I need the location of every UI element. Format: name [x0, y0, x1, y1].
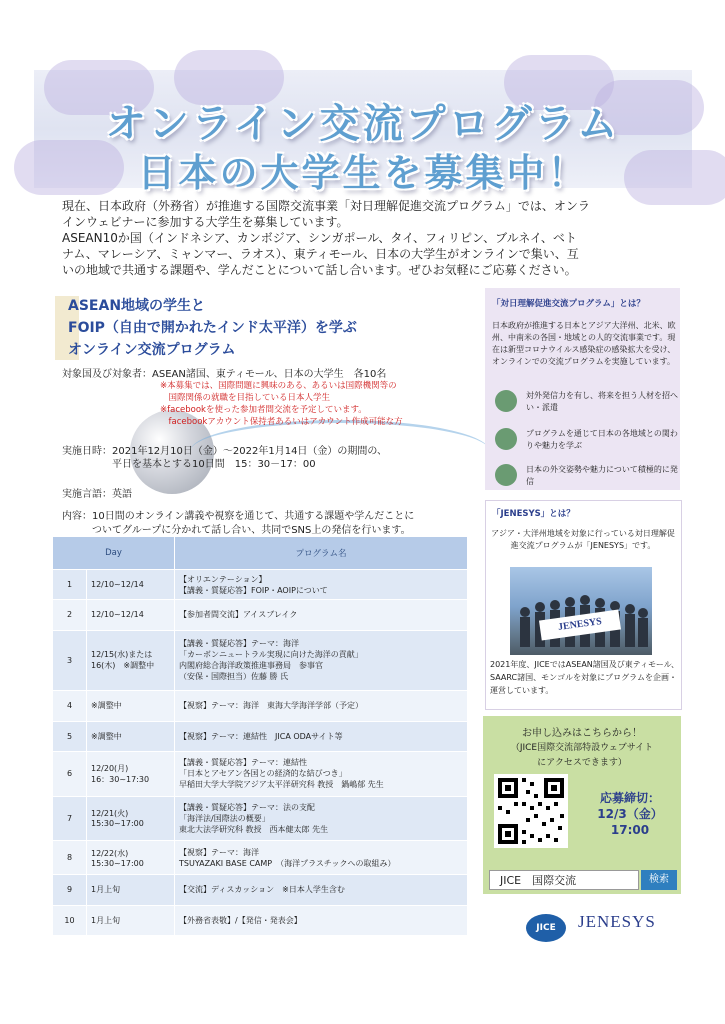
table-row: [53, 721, 468, 751]
schedule-line: 平日を基本とする10日間 15：30－17：00: [62, 459, 316, 470]
jenesys-logo: JENESYS: [578, 912, 656, 931]
table-cell-content: 【交流】ディスカッション ※日本人学生含む: [175, 875, 468, 905]
about-panel: [485, 288, 680, 490]
table-cell-number: 8: [53, 840, 87, 875]
qr-code[interactable]: [494, 774, 568, 848]
table-cell-date: 12/22(水) 15:30~17:00: [87, 840, 175, 875]
program-language: 実施言語：英語: [62, 489, 132, 500]
program-table: [52, 536, 468, 936]
program-title-line: オンライン交流プログラム: [68, 342, 236, 358]
search-input[interactable]: JICE 国際交流: [489, 870, 639, 890]
group-photo-people: [510, 567, 652, 655]
photo-banner: JENESYS: [539, 610, 621, 641]
intro-text: [62, 198, 662, 278]
table-header-row: [53, 537, 468, 570]
program-content: [62, 510, 414, 538]
apply-line: にアクセスできます）: [537, 758, 627, 768]
table-cell-content: 【講義・質疑応答】テーマ：連結性 「日本とアセアン各国との経済的な結びつき」 早稲田大学大学院アジア太平洋研究科 教授 鍋嶋郁 先生: [175, 751, 468, 796]
program-title-line: ASEAN地域の学生と: [68, 298, 206, 314]
jice-logo: JICE: [526, 914, 566, 942]
content-line: ついてグループに分かれて話し合い、共同でSNS上の発信を行います。: [62, 525, 411, 536]
table-cell-date: 12/10~12/14: [87, 570, 175, 600]
table-cell-date: ※調整中: [87, 721, 175, 751]
group-photo: [510, 567, 652, 655]
program-title: [68, 295, 357, 361]
jenesys-footnote: 2021年度、JICEではASEAN諸国及び東ティモール、SAARC諸国、モンゴルを対象にプログラムを企画・運営しています。: [490, 660, 680, 695]
megaphone-icon: [495, 464, 517, 486]
person-icon: [495, 390, 517, 412]
table-cell-content: 【視察】テーマ：連結性 JICA ODAサイト等: [175, 721, 468, 751]
table-cell-number: 3: [53, 630, 87, 691]
jenesys-title: 「JENESYS」とは？: [492, 509, 575, 519]
title-line-1: オンライン交流プログラム: [105, 101, 621, 147]
table-row: [53, 570, 468, 600]
table-header-program: プログラム名: [175, 537, 468, 570]
table-cell-date: 12/20(月) 16：30~17:30: [87, 751, 175, 796]
table-cell-content: 【視察】テーマ：海洋 TSUYAZAKI BASE CAMP （海洋プラスチックへの取組み）: [175, 840, 468, 875]
table-cell-date: 12/15(水)または 16(木) ※調整中: [87, 630, 175, 691]
note-line: 国際関係の就職を目指している日本人学生: [160, 393, 331, 403]
table-cell-date: 12/21(火) 15:30~17:00: [87, 796, 175, 840]
table-row: [53, 630, 468, 691]
program-notes: [160, 380, 403, 428]
about-text: 日本政府が推進する日本とアジア大洋州、北米、欧州、中南米の各国・地域との人的交流事業です。現在は新型コロナウイルス感染症の感染拡大を受け、オンラインでの交流プログラムを実施しています。: [492, 321, 676, 366]
deadline-line: 12/3（金）: [597, 807, 663, 821]
table-cell-number: 6: [53, 751, 87, 796]
intro-line: ASEAN10か国（インドネシア、カンボジア、シンガポール、タイ、フィリピン、ブルネイ、ベト: [62, 231, 577, 245]
program-targets: 対象国及び対象者：ASEAN諸国、東ティモール、日本の大学生 各10名: [62, 369, 387, 380]
table-cell-date: 1月上旬: [87, 875, 175, 905]
table-cell-content: 【視察】テーマ：海洋 東海大学海洋学部（予定）: [175, 691, 468, 721]
table-cell-date: 1月上旬: [87, 905, 175, 935]
note-line: ※本募集では、国際問題に興味のある、あるいは国際機関等の: [160, 381, 397, 391]
table-row: [53, 600, 468, 630]
table-header-day: Day: [53, 537, 175, 570]
program-schedule: [62, 445, 387, 471]
lightbulb-icon: [495, 428, 517, 450]
deadline-line: 17:00: [610, 823, 650, 837]
table-cell-content: 【参加者間交流】アイスブレイク: [175, 600, 468, 630]
table-cell-date: 12/10~12/14: [87, 600, 175, 630]
note-line: ※facebookを使った参加者間交流を予定しています。: [160, 405, 367, 415]
table-cell-number: 1: [53, 570, 87, 600]
table-cell-number: 9: [53, 875, 87, 905]
table-row: [53, 905, 468, 935]
deadline: [580, 790, 680, 838]
intro-line: いの地域で共通する課題や、学んだことについて話し合います。ぜひお気軽にご応募ください。: [62, 263, 577, 277]
program-title-line: FOIP（自由で開かれたインド太平洋）を学ぶ: [68, 320, 357, 336]
table-cell-content: 【外務省表敬】/【発信・発表会】: [175, 905, 468, 935]
table-cell-number: 2: [53, 600, 87, 630]
table-row: [53, 875, 468, 905]
table-cell-content: 【講義・質疑応答】テーマ：海洋 「カーボンニュートラル実現に向けた海洋の貢献」 内閣府総合海洋政策推進事務局 参事官 （安保・国際担当）佐藤 勝 氏: [175, 630, 468, 691]
table-cell-date: ※調整中: [87, 691, 175, 721]
table-row: [53, 840, 468, 875]
content-line: 内容：10日間のオンライン講義や視察を通じて、共通する課題や学んだことに: [62, 511, 415, 522]
table-row: [53, 751, 468, 796]
title-line-2: 日本の大学生を募集中！: [137, 151, 589, 195]
note-line: facebookアカウント保持者あるいはアカウント作成可能な方: [160, 417, 403, 427]
feature-item: 日本の外交姿勢や魅力について積極的に発信: [526, 465, 678, 486]
qr-code-graphic: [494, 774, 568, 848]
feature-item: プログラムを通じて日本の各地域との関わりや魅力を学ぶ: [526, 429, 678, 450]
intro-line: ナム、マレーシア、ミャンマー、ラオス）、東ティモール、日本の大学生がオンラインで集い、互: [62, 247, 579, 261]
feature-item: 対外発信力を有し、将来を担う人材を招へい・派遣: [526, 391, 678, 412]
deadline-line: 応募締切：: [599, 791, 660, 805]
table-cell-number: 10: [53, 905, 87, 935]
intro-line: 現在、日本政府（外務省）が推進する国際交流事業「対日理解促進交流プログラム」では、オンラ: [62, 199, 590, 213]
intro-line: インウェビナーに参加する大学生を募集しています。: [62, 215, 349, 229]
table-cell-number: 4: [53, 691, 87, 721]
table-cell-content: 【オリエンテーション】 【講義・質疑応答】FOIP・AOIPについて: [175, 570, 468, 600]
apply-line: お申し込みはこちらから！: [522, 728, 642, 739]
table-cell-number: 5: [53, 721, 87, 751]
table-row: [53, 796, 468, 840]
table-row: [53, 691, 468, 721]
jenesys-text: アジア・大洋州地域を対象に行っている対日理解促進交流プログラムが「JENESYS」です。: [491, 529, 675, 550]
table-cell-content: 【講義・質疑応答】テーマ：法の支配 「海洋法/国際法の概要」 東北大法学研究科 教授 西本健太郎 先生: [175, 796, 468, 840]
apply-text: [483, 726, 681, 771]
schedule-line: 実施日時：2021年12月10日（金）〜2022年1月14日（金）の期間の、: [62, 446, 388, 457]
apply-line: （JICE国際交流部特設ウェブサイト: [510, 743, 654, 753]
hero-banner: [34, 70, 692, 195]
table-cell-number: 7: [53, 796, 87, 840]
about-title: 「対日理解促進交流プログラム」とは？: [492, 299, 645, 309]
search-button[interactable]: 検索: [641, 870, 677, 890]
